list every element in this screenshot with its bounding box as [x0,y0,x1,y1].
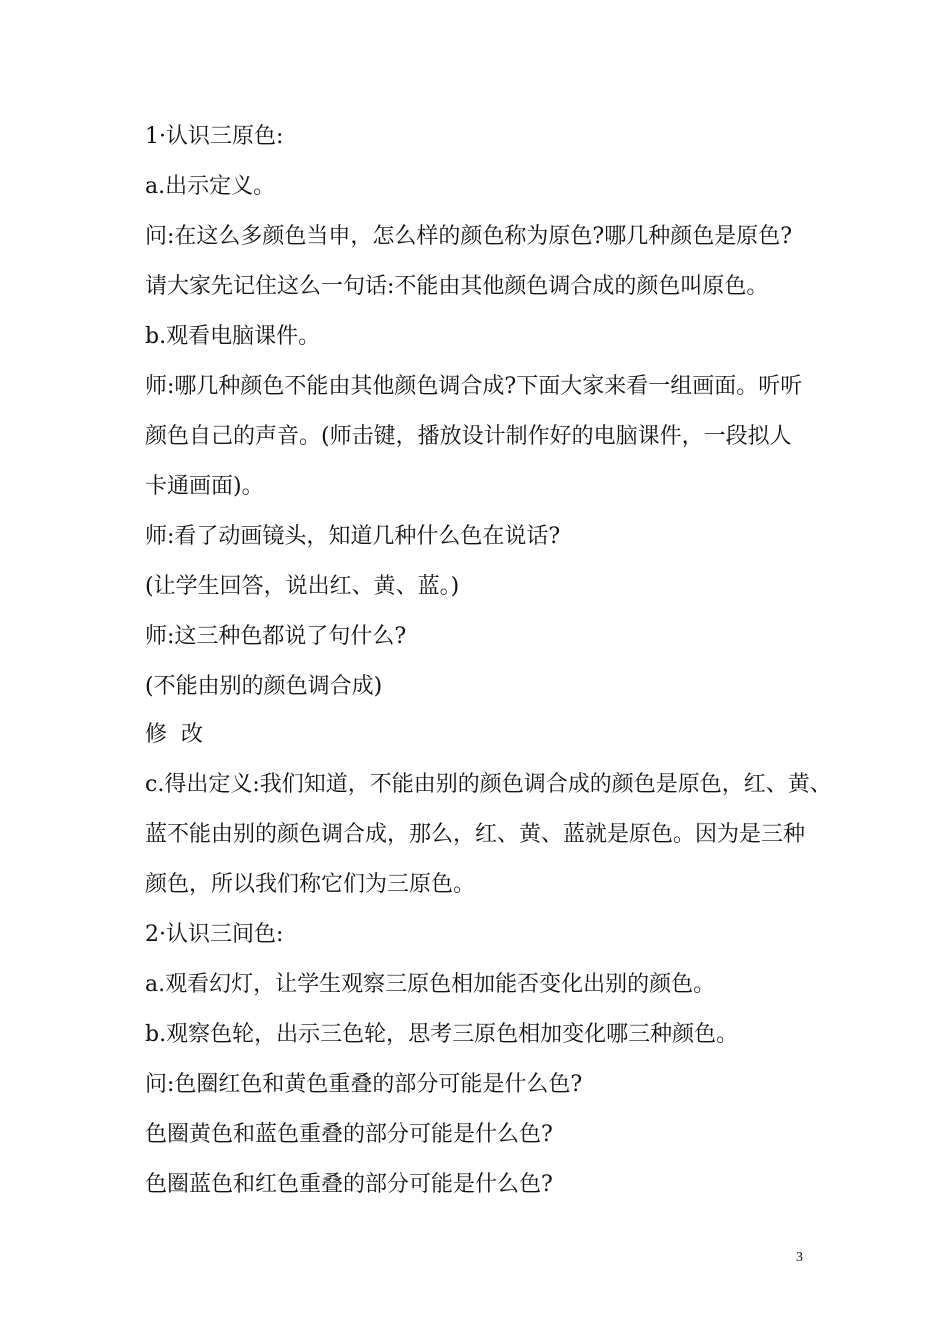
text-line: b.观看电脑课件。 [145,324,321,349]
text-line: 师:这三种色都说了句什么? [145,624,407,649]
text-line: 颜色，所以我们称它们为三原色。 [145,872,476,897]
text-line: a.观看幻灯，让学生观察三原色相加能否变化出别的颜色。 [145,972,716,997]
revision-note: 修 改 [145,722,203,747]
text-line: 蓝不能由别的颜色调合成，那么，红、黄、蓝就是原色。因为是三种 [145,822,806,847]
text-line: 师:看了动画镜头，知道几种什么色在说话? [145,524,561,549]
text-line: 色圈蓝色和红色重叠的部分可能是什么色? [145,1172,553,1197]
text-line: 师:哪几种颜色不能由其他颜色调合成?下面大家来看一组画面。听听 [145,374,803,399]
text-line: 卡通画面)。 [145,474,264,499]
section-heading-secondary-colors: 2·认识三间色: [145,922,284,947]
text-line: c.得出定义:我们知道，不能由别的颜色调合成的颜色是原色，红、黄、 [145,772,832,797]
text-line: 问:色圈红色和黄色重叠的部分可能是什么色? [145,1072,583,1097]
text-line: 问:在这么多颜色当申，怎么样的颜色称为原色?哪几种颜色是原色? [145,224,793,249]
text-line: 请大家先记住这么一句话:不能由其他颜色调合成的颜色叫原色。 [145,274,769,299]
text-line: 颜色自己的声音。(师击键，播放设计制作好的电脑课件，一段拟人 [145,424,792,449]
text-line: a.出示定义。 [145,174,276,199]
section-heading-primary-colors: 1·认识三原色: [145,124,284,149]
text-line: (不能由别的颜色调合成) [145,674,383,699]
text-line: (让学生回答，说出红、黄、蓝。) [145,574,460,599]
page-number: 3 [796,1250,803,1265]
text-line: 色圈黄色和蓝色重叠的部分可能是什么色? [145,1122,553,1147]
text-line: b.观察色轮，出示三色轮，思考三原色相加变化哪三种颜色。 [145,1022,739,1047]
